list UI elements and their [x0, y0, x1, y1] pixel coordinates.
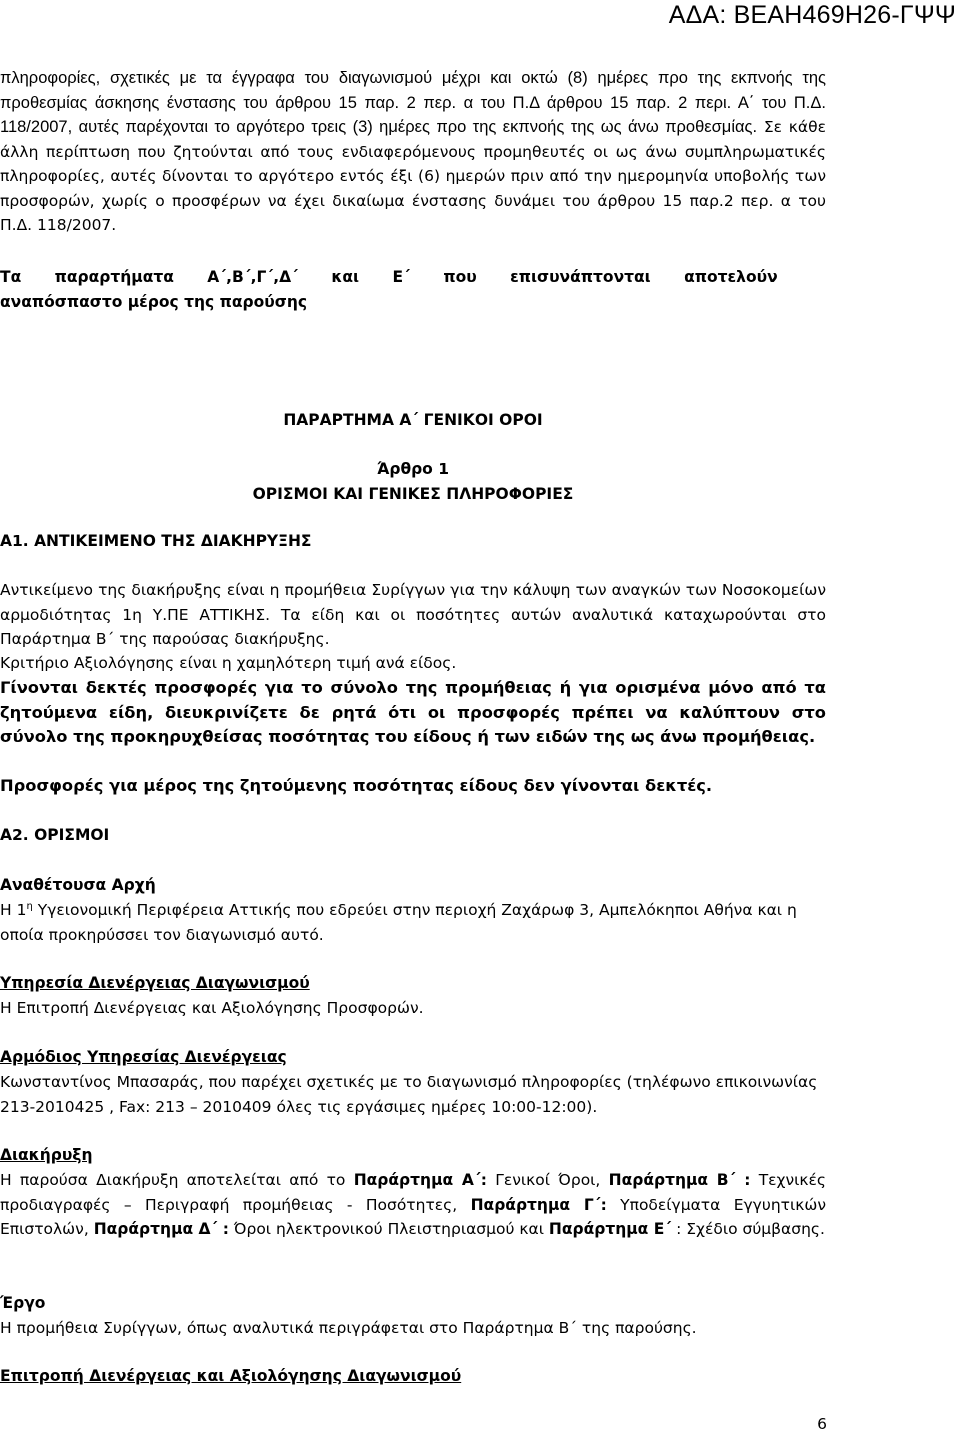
annex-title: ΠΑΡΑΡΤΗΜΑ Α΄ ΓΕΝΙΚΟΙ ΟΡΟΙ: [283, 411, 543, 429]
annex-d-ref: Παράρτημα Δ΄ :: [93, 1220, 229, 1238]
declaration-text-6: : Σχέδιο σύμβασης.: [671, 1220, 825, 1238]
declaration-text-5: Όροι ηλεκτρονικού Πλειστηριασμού και: [228, 1220, 549, 1238]
declaration-text: [0, 1168, 826, 1242]
declaration-text-3: Τεχνικές προδιαγραφές – Περιγραφή προμήθειας - Ποσότητες,: [0, 1171, 827, 1214]
a1-paragraph: Αντικείμενο της διακήρυξης είναι η προμήθεια Συρίγγων για την κάλυψη των αναγκών των Νοσοκομείων αρμοδιότητας 1η Υ.ΠΕ ΑΤΤΙΚΗΣ. Τα είδη και οι ποσότητες αυτών αναλυτικά καταχωρούνται στο Παράρτημα Β΄ της παρούσας διακήρυξης.: [0, 581, 826, 648]
authority-superscript: η: [26, 900, 33, 912]
declaration-text-4: Υποδείγματα Εγγυητικών Επιστολών,: [0, 1195, 826, 1238]
competent-text: Κωνσταντίνος Μπασαράς, που παρέχει σχετικές με το διαγωνισμό πληροφορίες (τηλέφωνο επικοινωνίας 213-2010425 , Fax: 213 – 2010409 όλες τις εργάσιμες ημέρες 10:00-12:00).: [0, 1073, 818, 1116]
project-label: Έργο: [0, 1294, 46, 1312]
authority-text-end: Υγειονομική Περιφέρεια Αττικής που εδρεύει στην περιοχή Ζαχάρωφ 3, Αμπελόκηποι Αθήνα και η οποία προκηρύσσει τον διαγωνισμό αυτό.: [0, 901, 797, 944]
declaration-text-1: Η παρούσα Διακήρυξη αποτελείται από το: [0, 1171, 354, 1189]
authority-label: Αναθέτουσα Αρχή: [0, 876, 156, 894]
annex-a-ref: Παράρτημα Α΄:: [353, 1171, 487, 1189]
annexes-statement-line1: Τα παραρτήματα Α΄,Β΄,Γ΄,Δ΄ και Ε΄ που επισυνάπτονται αποτελούν: [0, 268, 778, 286]
a1-bold-paragraph: Γίνονται δεκτές προσφορές για το σύνολο της προμήθειας ή για ορισμένα μόνο από τα ζητούμενα είδη, διευκρινίζετε δε ρητά ότι οι προσφορές πρέπει να καλύπτουν στο σύνολο της προκηρυχθείσας ποσότητας του είδους ή των ειδών της ως άνω προμήθειας.: [0, 678, 826, 746]
declaration-label: Διακήρυξη: [0, 1146, 93, 1164]
page-number: 6: [817, 1415, 827, 1433]
article-number: Άρθρο 1: [376, 460, 450, 478]
annexes-statement-line2: αναπόσπαστο μέρος της παρούσης: [0, 292, 308, 311]
section-a1-heading: Α1. ΑΝΤΙΚΕΙΜΕΝΟ ΤΗΣ ΔΙΑΚΗΡΥΞΗΣ: [0, 532, 312, 550]
annex-c-ref: Παράρτημα Γ΄:: [470, 1195, 607, 1214]
a1-criterion: Κριτήριο Αξιολόγησης είναι η χαμηλότερη τιμή ανά είδος.: [0, 654, 457, 672]
service-text: Η Επιτροπή Διενέργειας και Αξιολόγησης Προσφορών.: [0, 999, 424, 1017]
project-text: Η προμήθεια Συρίγγων, όπως αναλυτικά περιγράφεται στο Παράρτημα Β΄ της παρούσης.: [0, 1319, 697, 1337]
section-a2-heading: Α2. ΟΡΙΣΜΟΙ: [0, 826, 110, 844]
ada-code: ΑΔΑ: ΒΕΑΗ469Η26-ΓΨΨ: [668, 1, 956, 29]
service-label: Υπηρεσία Διενέργειας Διαγωνισμού: [0, 974, 310, 992]
annexes-statement: [0, 265, 826, 314]
intro-paragraph-part2: Σε κάθε άλλη περίπτωση που ζητούνται από τους ενδιαφερόμενους προμηθευτές οι ως άνω συμπληρωματικές πληροφορίες, αυτές δίνονται το αργότερο εντός έξι (6) ημερών πριν από την ημερομηνία υποβολής των προσφορών, χωρίς ο προσφέρων να έχει δικαίωμα ένστασης δυνάμει του άρθρου 15 παρ.2 περ. α του Π.Δ. 118/2007.: [0, 118, 826, 234]
article-title: ΟΡΙΣΜΟΙ ΚΑΙ ΓΕΝΙΚΕΣ ΠΛΗΡΟΦΟΡΙΕΣ: [252, 485, 574, 503]
committee-label: Επιτροπή Διενέργειας και Αξιολόγησης Διαγωνισμού: [0, 1367, 462, 1385]
intro-paragraph: [0, 66, 826, 238]
a1-bold-note: Προσφορές για μέρος της ζητούμενης ποσότητας είδους δεν γίνονται δεκτές.: [0, 776, 713, 795]
competent-label: Αρμόδιος Υπηρεσίας Διενέργειας: [0, 1048, 287, 1066]
authority-text-start: Η 1: [0, 901, 27, 919]
intro-paragraph-part1: πληροφορίες, σχετικές με τα έγγραφα του διαγωνισμού μέχρι και οκτώ (8) ημέρες προ της εκπνοής της προθεσμίας άσκησης ένστασης του άρθρου 15 παρ. 2 περ. α του Π.Δ άρθρου 15 παρ. 2 περι. Α΄ του Π.Δ. 118/2007, αυτές παρέχονται το αργότερο τρεις (3) ημέρες προ της εκπνοής της ως άνω προθεσμίας.: [0, 69, 826, 136]
annex-b-ref: Παράρτημα Β΄ :: [608, 1171, 751, 1189]
annex-e-ref: Παράρτημα Ε΄: [548, 1220, 672, 1238]
authority-text: [0, 898, 826, 947]
declaration-text-2: Γενικοί Όροι,: [486, 1171, 609, 1189]
